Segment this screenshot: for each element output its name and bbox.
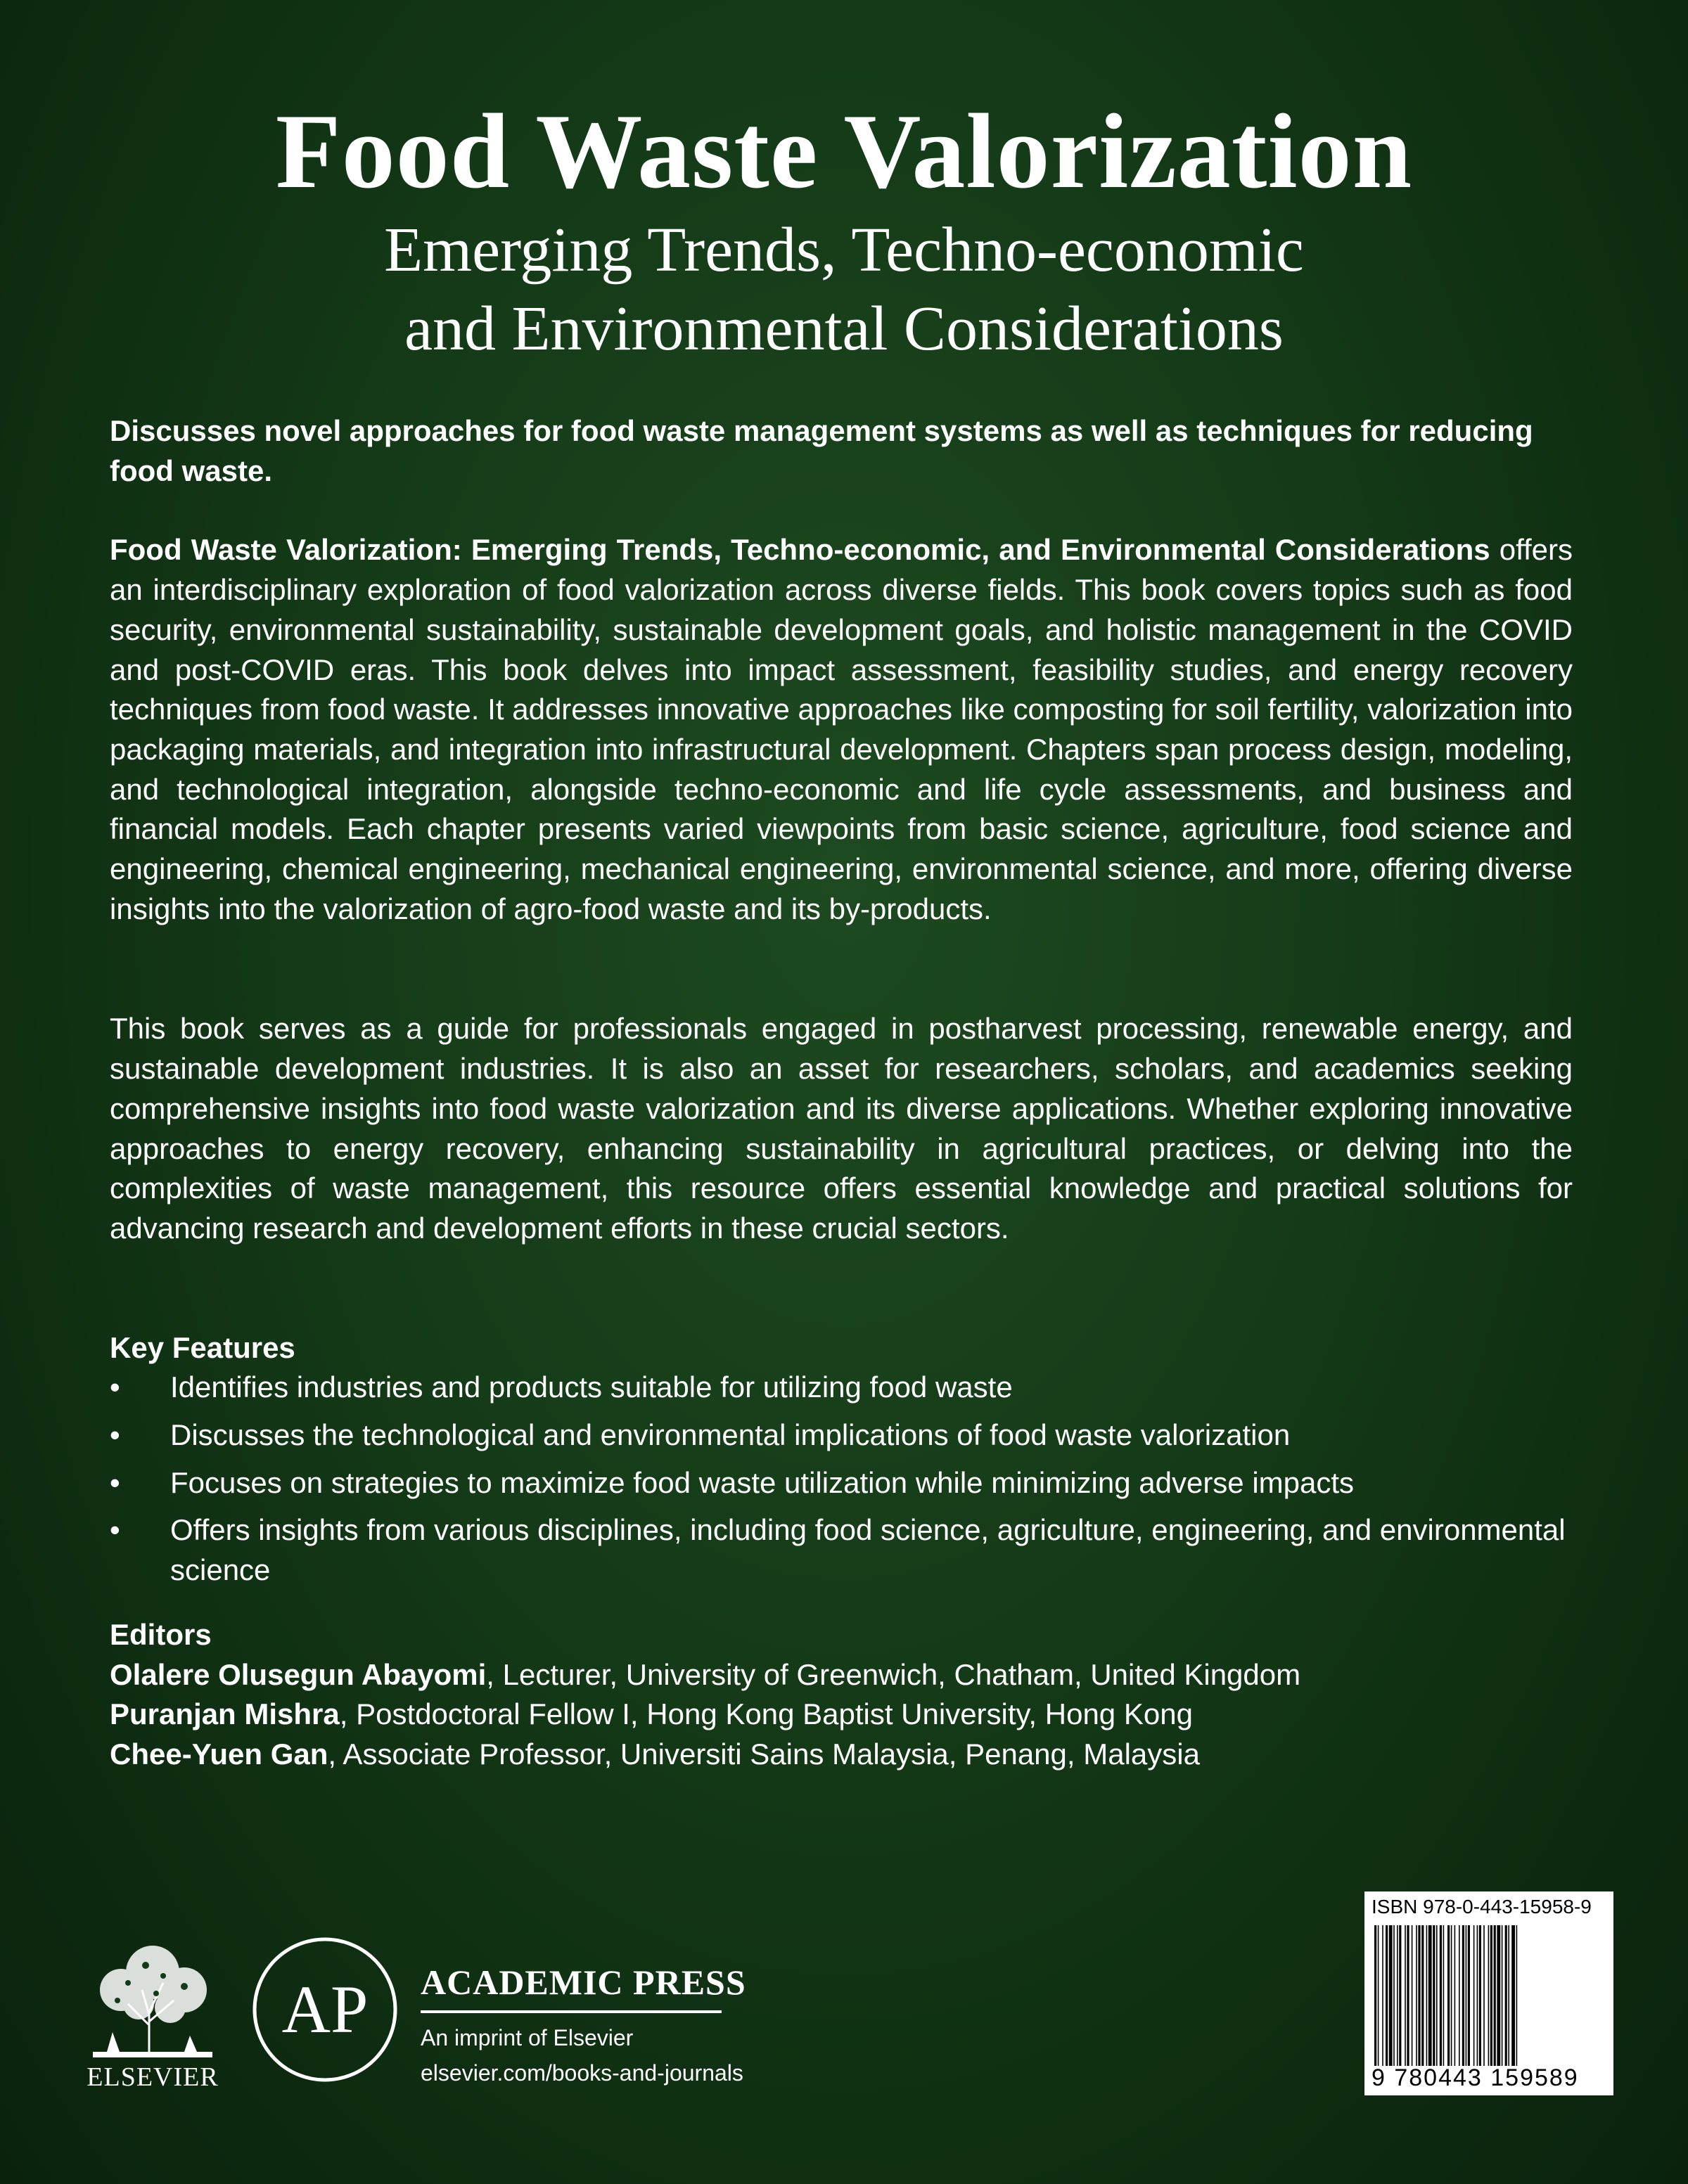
barcode-bar bbox=[1382, 1925, 1383, 2066]
barcode-bar bbox=[1389, 1925, 1393, 2066]
isbn-digits: 9 780443 159589 bbox=[1372, 2064, 1579, 2091]
barcode-bar bbox=[1451, 1925, 1452, 2066]
barcode-bar bbox=[1494, 1925, 1496, 2066]
barcode-bar bbox=[1511, 1925, 1515, 2066]
barcode-bar bbox=[1479, 1925, 1481, 2066]
bullet-icon: • bbox=[110, 1370, 120, 1404]
barcode-bar bbox=[1433, 1925, 1435, 2066]
elsevier-tree-logo bbox=[79, 1934, 226, 2081]
editor-entry bbox=[110, 1695, 1573, 1735]
ap-monogram: AP bbox=[281, 1972, 369, 2047]
barcode-bar bbox=[1490, 1925, 1492, 2066]
bullet-icon: • bbox=[110, 1465, 120, 1499]
feature-text: Focuses on strategies to maximize food waste utilization while minimizing adverse impacts bbox=[170, 1465, 1355, 1499]
editor-entry bbox=[110, 1655, 1573, 1695]
feature-item bbox=[110, 1463, 1573, 1503]
imprint-text: An imprint of Elsevier bbox=[421, 2025, 634, 2050]
barcode-bar bbox=[1393, 1925, 1395, 2066]
subtitle-line-1: Emerging Trends, Techno-economic bbox=[384, 215, 1304, 285]
barcode-bar bbox=[1483, 1925, 1485, 2066]
isbn-barcode-box bbox=[1364, 1891, 1613, 2095]
barcode-bar bbox=[1421, 1925, 1424, 2066]
book-title: Food Waste Valorization bbox=[275, 92, 1413, 210]
academic-press-divider bbox=[421, 2010, 722, 2013]
barcode-bar bbox=[1477, 1925, 1478, 2066]
back-cover-text bbox=[110, 411, 1573, 1775]
barcode-bar bbox=[1462, 1925, 1464, 2066]
description-paragraph-2: This book serves as a guide for professionals engaged in postharvest processing, renewable energy, and sustainable development industries. It is also an asset for researchers, scholars, and academics seeking comprehensive insights into food waste valorization and its diverse applications. Whether exploring innovative approaches to energy recovery, enhancing sustainability in agricultural practices, or delving into the complexities of waste management, this resource offers essential knowledge and practical solutions for advancing research and development efforts in these crucial sectors. bbox=[110, 1012, 1573, 1245]
editor-name: Chee-Yuen Gan bbox=[110, 1737, 328, 1771]
editors-heading: Editors bbox=[110, 1617, 212, 1651]
barcode-bar bbox=[1378, 1925, 1379, 2066]
barcode-bar bbox=[1407, 1925, 1409, 2066]
barcode-bar bbox=[1426, 1925, 1428, 2066]
barcode-bar bbox=[1454, 1925, 1456, 2066]
barcode-bar bbox=[1418, 1925, 1420, 2066]
lead-statement: Discusses novel approaches for food waste management systems as well as techniques for reducing food waste. bbox=[110, 414, 1533, 487]
barcode-bar bbox=[1412, 1925, 1413, 2066]
editor-affiliation: , Postdoctoral Fellow I, Hong Kong Baptist University, Hong Kong bbox=[339, 1697, 1193, 1731]
editor-affiliation: , Lecturer, University of Greenwich, Chatham, United Kingdom bbox=[486, 1657, 1301, 1691]
elsevier-wordmark: ELSEVIER bbox=[87, 2062, 219, 2092]
editor-affiliation: , Associate Professor, Universiti Sains Malaysia, Penang, Malaysia bbox=[328, 1737, 1200, 1771]
bullet-icon: • bbox=[110, 1513, 120, 1547]
barcode-bar bbox=[1488, 1925, 1490, 2066]
barcode-bar bbox=[1447, 1925, 1450, 2066]
subtitle-line-2: and Environmental Considerations bbox=[404, 294, 1284, 364]
barcode-bar bbox=[1497, 1925, 1500, 2066]
barcode-bar bbox=[1397, 1925, 1398, 2066]
key-features-heading: Key Features bbox=[110, 1330, 295, 1364]
feature-item bbox=[110, 1415, 1573, 1456]
barcode-bar bbox=[1473, 1925, 1475, 2066]
publisher-url: elsevier.com/books-and-journals bbox=[421, 2060, 743, 2086]
barcode-bar bbox=[1374, 1925, 1376, 2066]
academic-press-name: ACADEMIC PRESS bbox=[421, 1963, 746, 2002]
barcode-bar bbox=[1468, 1925, 1470, 2066]
barcode-bar bbox=[1459, 1925, 1460, 2066]
editor-name: Olalere Olusegun Abayomi bbox=[110, 1657, 487, 1691]
feature-item bbox=[110, 1510, 1573, 1590]
feature-text: Offers insights from various disciplines, including food science, agriculture, engineering, and environmental science bbox=[170, 1513, 1566, 1587]
description-book-title: Food Waste Valorization: Emerging Trends, Techno-economic, and Environmental Considerations bbox=[110, 533, 1490, 567]
barcode-icon bbox=[1372, 1925, 1606, 2066]
barcode-bar bbox=[1516, 1925, 1518, 2066]
barcode-bar bbox=[1399, 1925, 1401, 2066]
barcode-bar bbox=[1386, 1925, 1388, 2066]
feature-text: Identifies industries and products suitable for utilizing food waste bbox=[170, 1370, 1013, 1404]
editor-entry bbox=[110, 1735, 1573, 1775]
barcode-bar bbox=[1440, 1925, 1442, 2066]
barcode-bar bbox=[1405, 1925, 1406, 2066]
editor-name: Puranjan Mishra bbox=[110, 1697, 340, 1731]
title-block bbox=[0, 91, 1688, 368]
barcode-bar bbox=[1428, 1925, 1432, 2066]
academic-press-logo bbox=[250, 1935, 399, 2084]
barcode-bar bbox=[1508, 1925, 1509, 2066]
barcode-bar bbox=[1502, 1925, 1503, 2066]
feature-text: Discusses the technological and environmental implications of food waste valorization bbox=[170, 1418, 1291, 1452]
description-paragraph-1 bbox=[110, 530, 1573, 929]
feature-item bbox=[110, 1368, 1573, 1408]
barcode-bar bbox=[1505, 1925, 1507, 2066]
barcode-bar bbox=[1436, 1925, 1438, 2066]
bullet-icon: • bbox=[110, 1418, 120, 1452]
barcode-bar bbox=[1466, 1925, 1467, 2066]
barcode-bar bbox=[1443, 1925, 1445, 2066]
description-text: offers an interdisciplinary exploration of food valorization across diverse fields. This book covers topics such as food security, environmental sustainability, sustainable development goals, and holistic management in the COVID and post-COVID eras. This book delves into impact assessment, feasibility studies, and energy recovery techniques from food waste. It addresses innovative approaches like composting for soil fertility, valorization into packaging materials, and integration into infrastructural development. Chapters span process design, modeling, and technological integration, alongside techno-economic and life cycle assessments, and business and financial models. Each chapter presents varied viewpoints from basic science, agriculture, food science and engineering, chemical engineering, mechanical engineering, environmental science, and more, offering diverse insights into the valorization of agro-food waste and its by-products. bbox=[110, 533, 1573, 925]
key-features-list bbox=[110, 1368, 1573, 1591]
isbn-label: ISBN 978-0-443-15958-9 bbox=[1372, 1896, 1592, 1918]
barcode-bar bbox=[1416, 1925, 1417, 2066]
